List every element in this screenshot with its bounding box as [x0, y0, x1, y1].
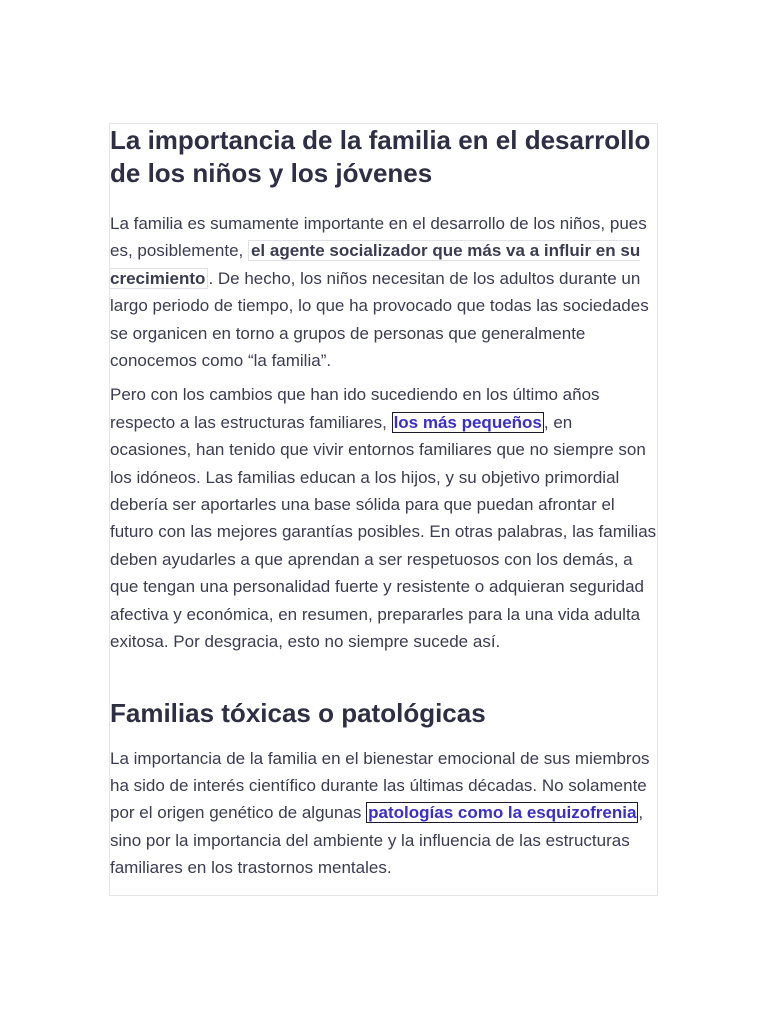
- link-patologias-esquizofrenia[interactable]: patologías como la esquizofrenia: [368, 803, 637, 823]
- paragraph-toxic: [110, 745, 657, 882]
- paragraph-text: La importancia de la familia en el bienestar emocional de sus miembros ha sido de interés científico durante las últimas décadas. No solamente por el origen genético de algunas: [110, 748, 650, 823]
- article: [109, 123, 658, 896]
- section-heading: Familias tóxicas o patológicas: [110, 697, 486, 728]
- paragraph-text: . De hecho, los niños necesitan de los adultos durante un largo periodo de tiempo, lo que ha provocado que todas las sociedades se organicen en torno a grupos de personas que generalmente conocemos como “la familia”.: [110, 268, 649, 371]
- paragraph-changes: [110, 381, 657, 655]
- paragraph-text: , en ocasiones, han tenido que vivir entornos familiares que no siempre son los idóneos. Las familias educan a los hijos, y su objetivo primordial debería ser aportarles una base sólida para que puedan afrontar el futuro con las mejores garantías posibles. En otras palabras, las familias deben ayudarles a que aprendan a ser respetuosos con los demás, a que tengan una personalidad fuerte y resistente o adquieran seguridad afectiva y económica, en resumen, prepararles para la una vida adulta exitosa. Por desgracia, esto no siempre sucede así.: [110, 412, 657, 652]
- article-title: La importancia de la familia en el desarrollo de los niños y los jóvenes: [110, 125, 651, 188]
- paragraph-text: Pero con los cambios que han ido sucediendo en los último años respecto a las estructuras familiares,: [110, 385, 600, 432]
- link-los-mas-pequenos[interactable]: los más pequeños: [393, 412, 542, 432]
- link-agente-socializador[interactable]: el agente socializador que más va a influir en su crecimiento: [110, 241, 641, 288]
- paragraph-intro: [110, 210, 657, 374]
- paragraph-text: , sino por la importancia del ambiente y la influencia de las estructuras familiares en los trastornos mentales.: [110, 803, 644, 878]
- paragraph-text: La familia es sumamente importante en el desarrollo de los niños, pues es, posiblemente,: [110, 214, 647, 261]
